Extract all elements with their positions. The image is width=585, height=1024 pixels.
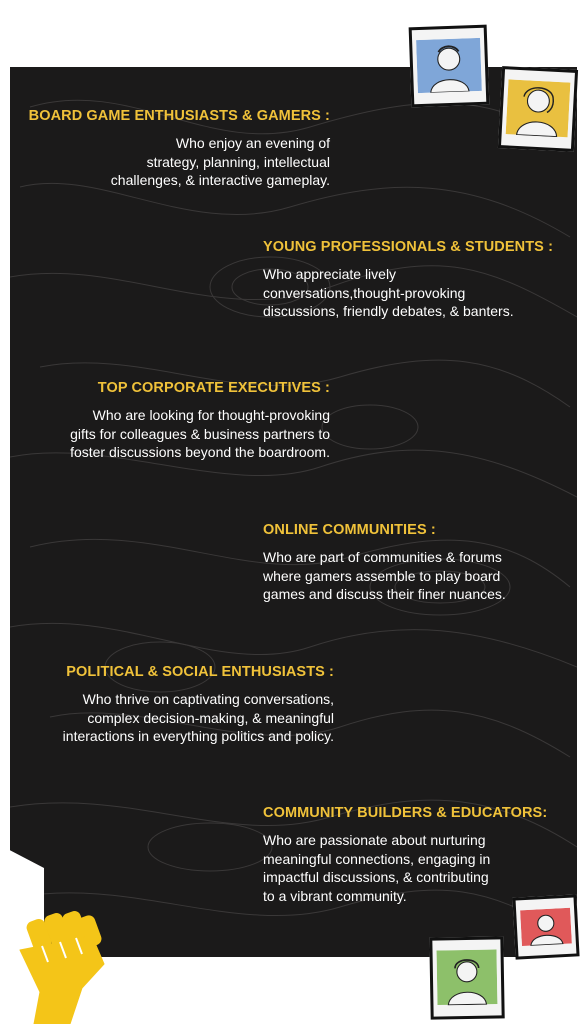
audience-community-builders bbox=[263, 805, 563, 905]
section-heading: TOP CORPORATE EXECUTIVES : bbox=[97, 380, 330, 396]
body-line: meaningful connections, engaging in bbox=[263, 850, 491, 867]
body-line: strategy, planning, intellectual bbox=[146, 153, 330, 170]
audience-young-professionals bbox=[263, 239, 563, 321]
body-line: Who are part of communities & forums bbox=[263, 549, 502, 565]
body-line: Who are passionate about nurturing bbox=[263, 832, 486, 848]
body-line: Who thrive on captivating conversations, bbox=[82, 691, 334, 707]
body-line: impactful discussions, & contributing bbox=[263, 869, 489, 885]
section-heading: YOUNG PROFESSIONALS & STUDENTS : bbox=[263, 239, 553, 255]
section-body bbox=[263, 265, 563, 321]
audience-political-social bbox=[20, 664, 334, 746]
portrait-card-yellow-icon bbox=[498, 66, 578, 152]
portrait-card-blue-icon bbox=[409, 25, 490, 108]
section-heading: COMMUNITY BUILDERS & EDUCATORS: bbox=[263, 805, 548, 821]
audience-board-game bbox=[20, 108, 330, 190]
portrait-card-red-icon bbox=[512, 894, 579, 959]
section-body bbox=[20, 690, 334, 746]
section-body bbox=[20, 134, 330, 190]
body-line: conversations,thought-provoking bbox=[263, 284, 466, 301]
body-line: discussions, friendly debates, & banters. bbox=[263, 303, 514, 319]
section-heading: ONLINE COMMUNITIES : bbox=[263, 522, 436, 538]
body-line: Who appreciate lively bbox=[263, 266, 397, 282]
section-heading: POLITICAL & SOCIAL ENTHUSIASTS : bbox=[66, 664, 334, 680]
audience-corporate-executives bbox=[20, 380, 330, 462]
raised-fist-icon bbox=[12, 906, 112, 1024]
body-line: Who are looking for thought-provoking bbox=[92, 407, 330, 423]
body-line: gifts for colleagues & business partners to bbox=[70, 425, 330, 442]
body-line: to a vibrant community. bbox=[263, 887, 407, 904]
body-line: interactions in everything politics and policy. bbox=[62, 728, 334, 744]
audience-online-communities bbox=[263, 522, 563, 604]
section-body bbox=[263, 831, 563, 905]
section-heading: BOARD GAME ENTHUSIASTS & GAMERS : bbox=[28, 108, 330, 124]
body-line: complex decision-making, & meaningful bbox=[87, 709, 334, 726]
portrait-card-green-icon bbox=[429, 936, 504, 1019]
body-line: Who enjoy an evening of bbox=[175, 135, 330, 151]
section-body bbox=[20, 406, 330, 462]
body-line: challenges, & interactive gameplay. bbox=[110, 172, 330, 188]
body-line: foster discussions beyond the boardroom. bbox=[70, 444, 330, 460]
body-line: where gamers assemble to play board bbox=[263, 567, 501, 584]
body-line: games and discuss their finer nuances. bbox=[263, 586, 506, 602]
section-body bbox=[263, 548, 563, 604]
